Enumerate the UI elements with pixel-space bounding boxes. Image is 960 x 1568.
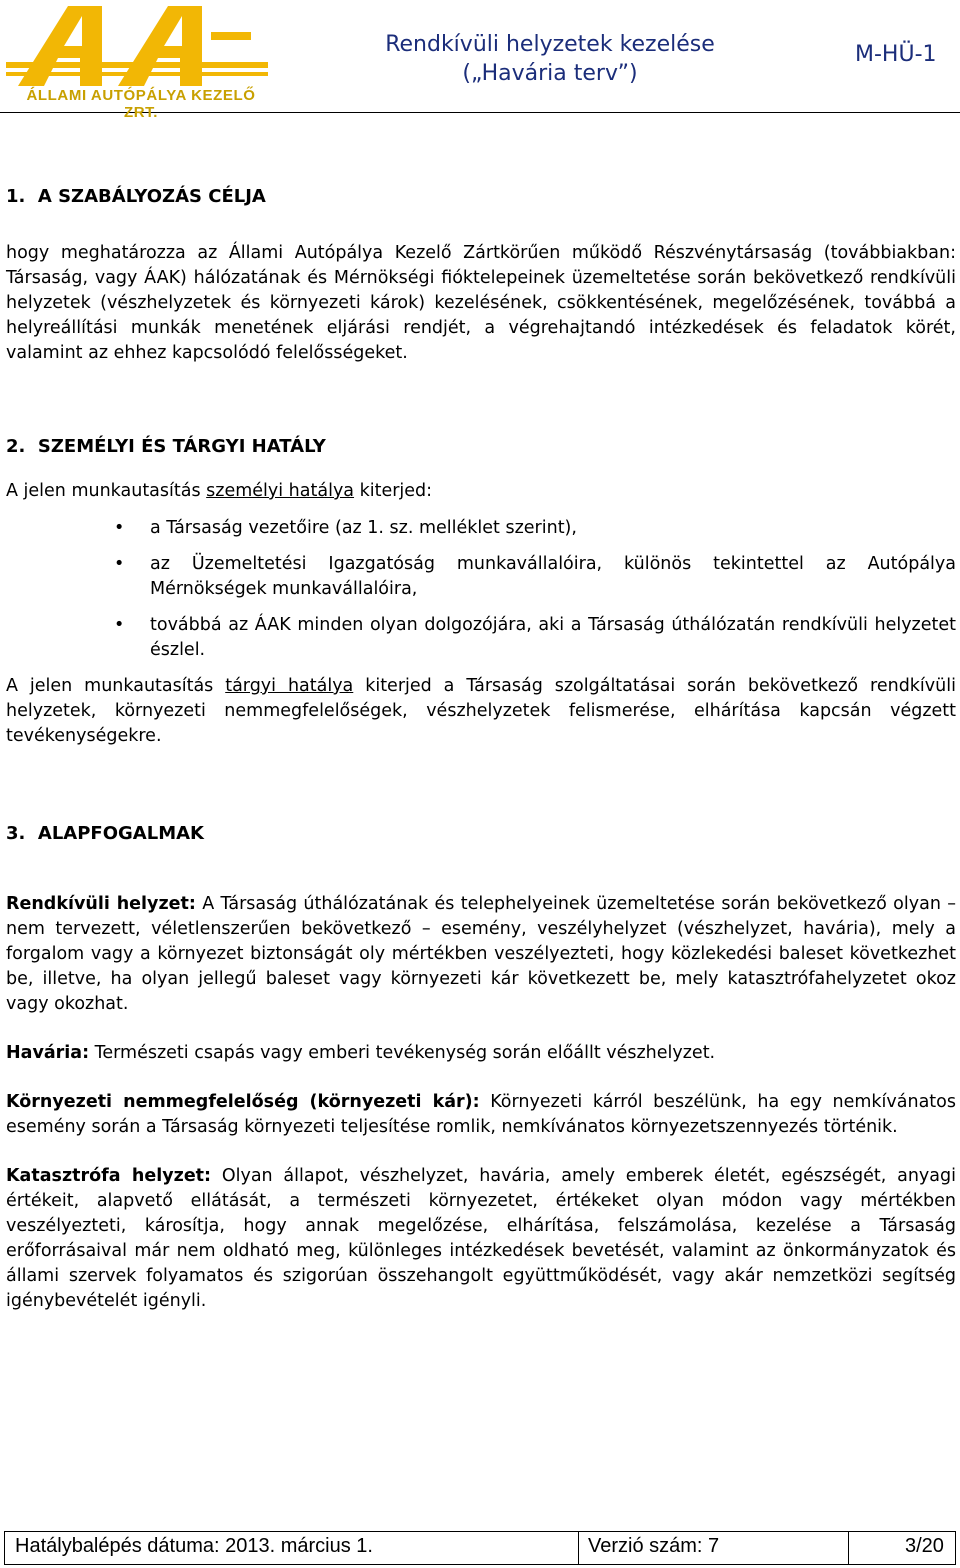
- scope-list: [6, 516, 956, 663]
- bullet-icon: •: [114, 554, 125, 574]
- section-1-heading: 1. A SZABÁLYOZÁS CÉLJA: [6, 186, 266, 207]
- personal-scope-term: személyi hatálya: [206, 481, 355, 501]
- definition-paragraph: [6, 1041, 956, 1066]
- section-1-text: hogy meghatározza az Állami Autópálya Kezelő Zártkörűen működő Részvénytársaság (továbbiakban: Társaság, vagy ÁAK) hálózatának és Mérnökségi fióktelepeinek üzemeltetése során bekövetkező rendkívüli helyzetek (vészhelyzetek és környezeti károk) kezelésének, csökkentésének, megelőzésének, továbbá a helyreállítási munkák menetének eljárási rendjét, a végrehajtandó intézkedések és feladatok körét, valamint az ehhez kapcsolódó felelősségeket.: [6, 243, 956, 363]
- definition-paragraph: [6, 1164, 956, 1314]
- definition-text: Olyan állapot, vészhelyzet, havária, amely emberek életét, egészségét, anyagi értékeit, alapvető ellátását, a természeti környezetet, értékeket olyan módon vagy mértékben veszélyezteti, károsítja, hogy annak megelőzése, elhárítása, felszámolása, kezelése a Társaság erőforrásaival már nem oldható meg, különleges intézkedések bevetését, valamint az önkormányzatok és állami szervek folyamatos és szigorúan összehangolt együttműködését, vagy akár nemzetközi segítség igénybevételét igényli.: [6, 1166, 956, 1311]
- list-item: [6, 516, 956, 541]
- definition-term: Katasztrófa helyzet:: [6, 1166, 212, 1186]
- document-title-line1: Rendkívüli helyzetek kezelése: [385, 32, 715, 57]
- document-header: [0, 0, 960, 121]
- document-body: [6, 186, 956, 1314]
- list-item-text: továbbá az ÁAK minden olyan dolgozójára, aki a Társaság úthálózatán rendkívüli helyzetet észlel.: [150, 615, 956, 660]
- document-code: M-HÜ-1: [855, 42, 937, 67]
- personal-scope-before: A jelen munkautasítás: [6, 481, 207, 501]
- page-number: 3/20: [905, 1535, 944, 1557]
- bullet-icon: •: [114, 518, 125, 538]
- footer-divider: [848, 1532, 849, 1564]
- personal-scope-intro: [6, 479, 956, 504]
- document-title-line2: („Havária terv”): [462, 61, 638, 86]
- effective-date: Hatálybalépés dátuma: 2013. március 1.: [15, 1535, 373, 1557]
- definition-term: Rendkívüli helyzet:: [6, 894, 196, 914]
- list-item-text: a Társaság vezetőire (az 1. sz. melléklet szerint),: [150, 518, 577, 538]
- document-footer: [4, 1531, 956, 1565]
- section-2-heading: 2. SZEMÉLYI ÉS TÁRGYI HATÁLY: [6, 436, 326, 457]
- material-scope-text: [6, 674, 956, 749]
- logo-text: ÁLLAMI AUTÓPÁLYA KEZELŐ ZRT.: [26, 87, 256, 121]
- definition-paragraph: [6, 1090, 956, 1140]
- definition-term: Környezeti nemmegfelelőség (környezeti kár):: [6, 1092, 480, 1112]
- definition-paragraph: [6, 892, 956, 1017]
- document-title: [345, 30, 755, 88]
- version-number: Verzió szám: 7: [588, 1535, 720, 1557]
- material-scope-term: tárgyi hatálya: [225, 676, 354, 696]
- definition-text: Környezeti kárról beszélünk, ha egy nemkívánatos esemény során a Társaság környezeti teljesítése romlik, nemkívánatos környezetszennyezés történik.: [6, 1092, 956, 1137]
- list-item: [6, 552, 956, 602]
- definition-term: Havária:: [6, 1043, 90, 1063]
- personal-scope-after: kiterjed:: [354, 481, 433, 501]
- list-item: [6, 613, 956, 663]
- bullet-icon: •: [114, 615, 125, 635]
- footer-divider: [578, 1532, 579, 1564]
- definition-text: A Társaság úthálózatának és telephelyeinek üzemeltetése során bekövetkező olyan – nem tervezett, véletlenszerűen bekövetkező – esemény, veszélyhelyzet (vészhelyzet, havária), mely a forgalom vagy a környezet biztonságát oly mértékben veszélyezteti, hogy közlekedési baleset következhet be, illetve, ha olyan jellegű baleset vagy környezeti kár következett be, mely katasztrófahelyzetet okoz vagy okozhat.: [6, 894, 957, 1014]
- material-scope-after: kiterjed a Társaság szolgáltatásai során bekövetkező rendkívüli helyzetek, környezeti nemmegfelelőségek, vészhelyzetek felismerése, elhárítása kapcsán végzett tevékenységekre.: [6, 676, 956, 746]
- section-3-heading: 3. ALAPFOGALMAK: [6, 823, 204, 844]
- definition-text: Természeti csapás vagy emberi tevékenység során előállt vészhelyzet.: [89, 1043, 716, 1063]
- list-item-text: az Üzemeltetési Igazgatóság munkavállalóira, különös tekintettel az Autópálya Mérnökségek munkavállalóira,: [150, 554, 956, 599]
- material-scope-before: A jelen munkautasítás: [6, 676, 226, 696]
